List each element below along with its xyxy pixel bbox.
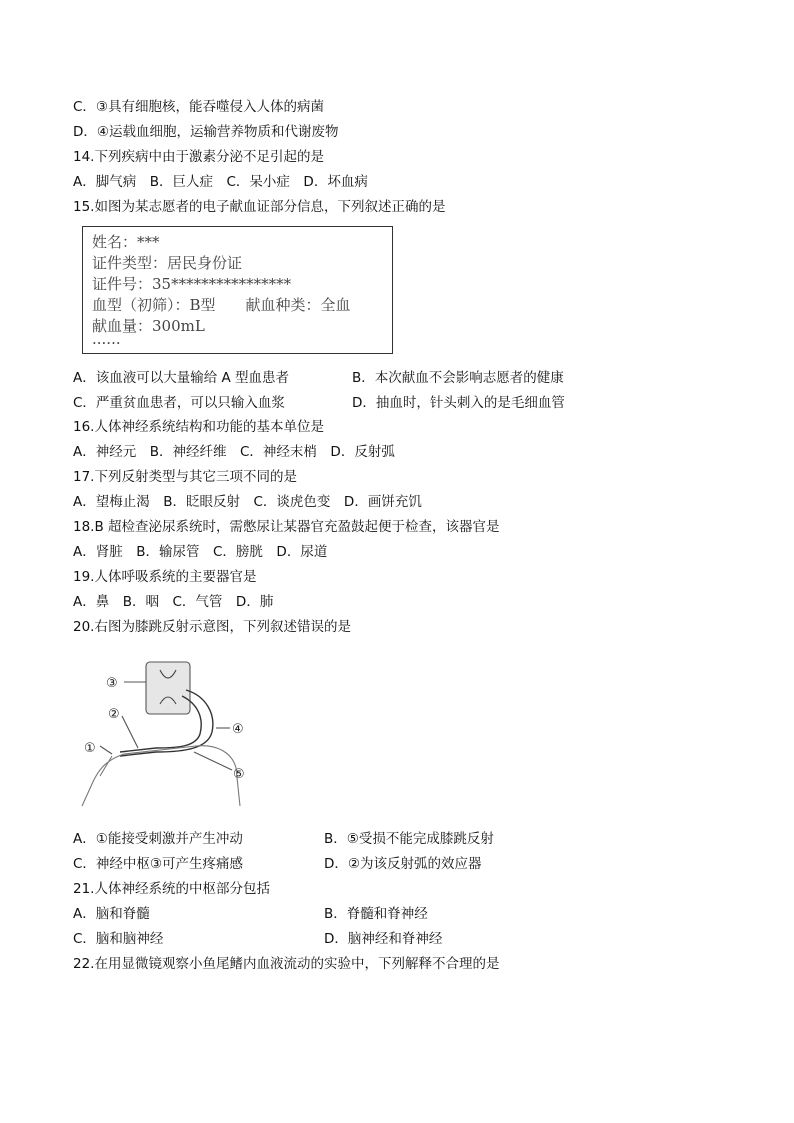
spinal-cord-section bbox=[146, 662, 190, 714]
card-id-number: 证件号：35**************** bbox=[92, 275, 292, 293]
question-14: 14.下列疾病中由于激素分泌不足引起的是 bbox=[73, 149, 324, 165]
label-4: ④ bbox=[232, 722, 244, 737]
q13-option-c: C．③具有细胞核，能吞噬侵入人体的病菌 bbox=[73, 99, 325, 115]
question-15-option-a: A．该血液可以大量输给 A 型血患者 bbox=[73, 370, 290, 386]
question-20: 20.右图为膝跳反射示意图，下列叙述错误的是 bbox=[73, 619, 351, 635]
question-17-options: A．望梅止渴 B．眨眼反射 C．谈虎色变 D．画饼充饥 bbox=[73, 494, 422, 510]
card-amount: 献血量：300mL bbox=[92, 317, 205, 335]
question-20-option-d: D．②为该反射弧的效应器 bbox=[324, 856, 482, 872]
question-15-option-c: C．严重贫血患者，可以只输入血浆 bbox=[73, 395, 285, 411]
card-id-type: 证件类型：居民身份证 bbox=[92, 254, 243, 272]
question-20-option-c: C．神经中枢③可产生疼痛感 bbox=[73, 856, 244, 872]
label-line-1 bbox=[100, 746, 112, 754]
question-16: 16.人体神经系统结构和功能的基本单位是 bbox=[73, 419, 324, 435]
card-blood-type: 血型（初筛）：B型 献血种类：全血 bbox=[92, 296, 351, 314]
question-14-options: A．脚气病 B．巨人症 C．呆小症 D．坏血病 bbox=[73, 174, 368, 190]
lower-leg bbox=[100, 756, 112, 776]
question-21-option-b: B．脊髓和脊神经 bbox=[324, 906, 428, 922]
leg-outline bbox=[82, 746, 240, 806]
question-21-option-c: C．脑和脑神经 bbox=[73, 931, 164, 947]
question-22: 22.在用显微镜观察小鱼尾鳍内血液流动的实验中，下列解释不合理的是 bbox=[73, 956, 500, 972]
card-name: 姓名：*** bbox=[92, 233, 160, 251]
question-16-options: A．神经元 B．神经纤维 C．神经末梢 D．反射弧 bbox=[73, 444, 395, 460]
question-15-option-d: D．抽血时，针头刺入的是毛细血管 bbox=[352, 395, 565, 411]
label-3: ③ bbox=[106, 676, 118, 691]
question-17: 17.下列反射类型与其它三项不同的是 bbox=[73, 469, 297, 485]
question-21: 21.人体神经系统的中枢部分包括 bbox=[73, 881, 270, 897]
label-line-5 bbox=[194, 752, 232, 770]
question-18-options: A．肾脏 B．输尿管 C．膀胱 D．尿道 bbox=[73, 544, 328, 560]
knee-jerk-reflex-diagram bbox=[76, 656, 262, 814]
question-15: 15.如图为某志愿者的电子献血证部分信息，下列叙述正确的是 bbox=[73, 199, 446, 215]
question-19: 19.人体呼吸系统的主要器官是 bbox=[73, 569, 257, 585]
card-more: ······ bbox=[92, 334, 121, 352]
question-21-option-d: D．脑神经和脊神经 bbox=[324, 931, 443, 947]
blood-donation-card bbox=[82, 226, 393, 354]
label-2: ② bbox=[108, 707, 120, 722]
label-line-2 bbox=[122, 716, 138, 748]
question-15-option-b: B．本次献血不会影响志愿者的健康 bbox=[352, 370, 564, 386]
question-20-option-a: A．①能接受刺激并产生冲动 bbox=[73, 831, 243, 847]
label-1: ① bbox=[84, 741, 96, 756]
q13-option-d: D．④运载血细胞，运输营养物质和代谢废物 bbox=[73, 124, 339, 140]
question-19-options: A．鼻 B．咽 C．气管 D．肺 bbox=[73, 594, 274, 610]
question-21-option-a: A．脑和脊髓 bbox=[73, 906, 150, 922]
question-18: 18.B 超检查泌尿系统时，需憋尿让某器官充盈鼓起便于检查，该器官是 bbox=[73, 519, 500, 535]
question-20-option-b: B．⑤受损不能完成膝跳反射 bbox=[324, 831, 494, 847]
label-5: ⑤ bbox=[233, 767, 245, 782]
